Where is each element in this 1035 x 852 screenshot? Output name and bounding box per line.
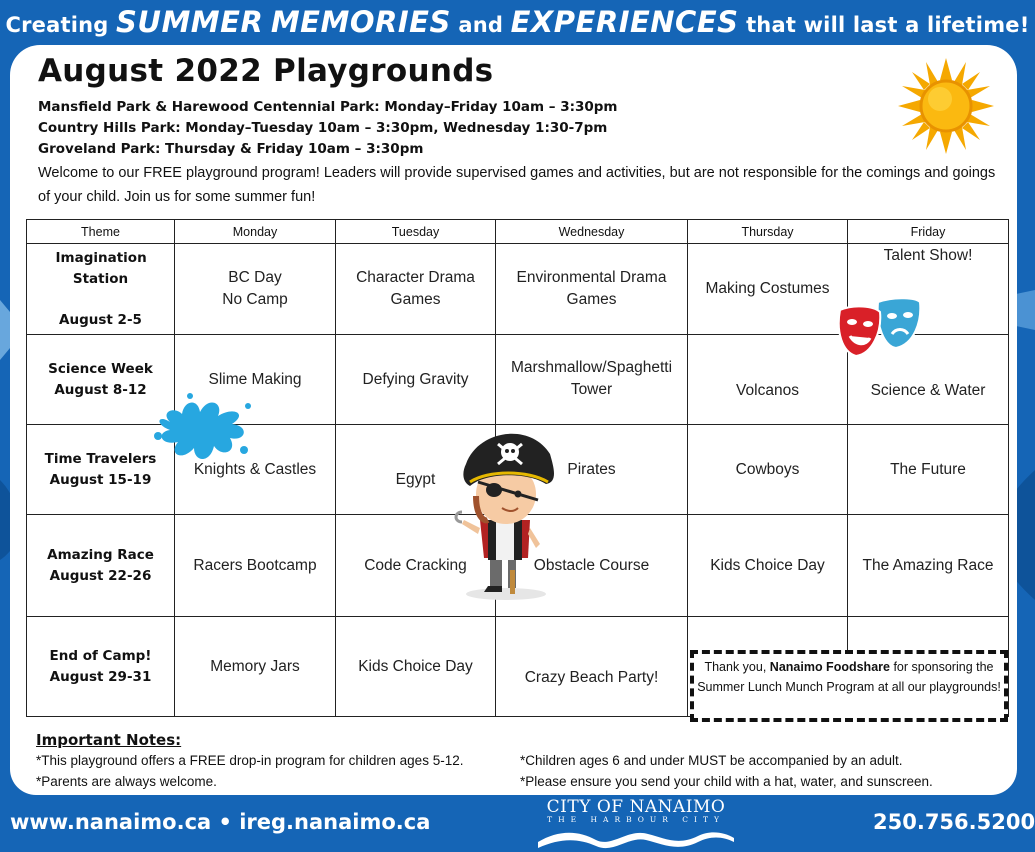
activity: Talent Show! (883, 247, 973, 264)
header-wednesday: Wednesday (496, 220, 688, 244)
banner-memories: MEMORIES (270, 5, 451, 39)
footer-website[interactable]: www.nanaimo.ca • ireg.nanaimo.ca (10, 810, 431, 834)
wednesday-cell (496, 617, 688, 717)
hours-line-1: Mansfield Park & Harewood Centennial Park: Monday–Friday 10am – 3:30pm (38, 99, 618, 115)
activity: Kids Choice Day (710, 556, 825, 574)
drama-masks-icon (838, 296, 922, 358)
activity: Cowboys (735, 460, 800, 478)
theme-cell (27, 515, 175, 617)
activity: Slime Making (208, 370, 302, 388)
activity: Racers Bootcamp (193, 556, 317, 574)
theme-name: Time Travelers (44, 450, 157, 467)
activity: Volcanos (736, 381, 799, 399)
wednesday-cell (496, 244, 688, 335)
activity-note: No Camp (222, 291, 288, 308)
sponsor-thanks-box (690, 650, 1008, 722)
thursday-cell (688, 425, 848, 515)
page-title: August 2022 Playgrounds (38, 53, 494, 89)
banner-text-1: Creating (5, 13, 109, 37)
activity: The Future (890, 460, 966, 478)
activity: Memory Jars (210, 657, 300, 675)
theme-name: Imagination Station (55, 249, 147, 287)
note-sunscreen: *Please ensure you send your child with a hat, water, and sunscreen. (520, 774, 933, 789)
theme-dates: August 2-5 (59, 311, 142, 328)
activity: Obstacle Course (533, 556, 650, 574)
note-drop-in: *This playground offers a FREE drop-in program for children ages 5-12. (36, 753, 464, 768)
tuesday-cell (336, 244, 496, 335)
sun-icon (896, 56, 996, 156)
activity: The Amazing Race (862, 556, 994, 574)
welcome-text: Welcome to our FREE playground program! Leaders will provide supervised games and activities, but are not responsible for the comings and goings of your child. Join us for some summer fun! (38, 165, 996, 205)
footer-phone[interactable]: 250.756.5200 (873, 810, 1035, 834)
thursday-cell (688, 515, 848, 617)
header-theme: Theme (27, 220, 175, 244)
friday-cell (848, 515, 1009, 617)
pirate-illustration (448, 424, 566, 602)
hours-line-2: Country Hills Park: Monday–Tuesday 10am – 3:30pm, Wednesday 1:30-7pm (38, 120, 608, 136)
theme-cell (27, 617, 175, 717)
activity: Pirates (567, 460, 616, 478)
top-banner (0, 0, 1035, 44)
thursday-cell (688, 335, 848, 425)
activity: Making Costumes (705, 280, 830, 297)
city-name: CITY OF NANAIMO (546, 797, 726, 817)
theme-name: Science Week (48, 360, 153, 377)
theme-name: Amazing Race (47, 546, 154, 563)
banner-experiences: EXPERIENCES (510, 5, 739, 39)
header-tuesday: Tuesday (336, 220, 496, 244)
wednesday-cell (496, 335, 688, 425)
activity: Character Drama Games (356, 269, 475, 308)
activity: Egypt (395, 470, 436, 488)
note-accompanied: *Children ages 6 and under MUST be accompanied by an adult. (520, 753, 903, 768)
theme-dates: August 8-12 (54, 381, 147, 398)
table-header-row (27, 220, 1009, 244)
header-thursday: Thursday (688, 220, 848, 244)
theme-dates: August 15-19 (49, 471, 152, 488)
theme-dates: August 29-31 (49, 668, 152, 685)
activity: Code Cracking (364, 556, 467, 574)
banner-text-2: and (458, 13, 504, 37)
banner-text-3: that will last a lifetime! (746, 13, 1030, 37)
notes-heading: Important Notes: (36, 731, 182, 749)
slime-splash-icon (150, 392, 256, 468)
activity: Kids Choice Day (358, 657, 473, 675)
activity: Crazy Beach Party! (524, 668, 659, 686)
theme-name: End of Camp! (49, 647, 152, 664)
activity: BC Day (228, 269, 282, 286)
city-tagline: THE HARBOUR CITY (547, 815, 725, 824)
activity: Knights & Castles (193, 460, 317, 478)
activity: Environmental Drama Games (516, 269, 667, 308)
monday-cell (175, 244, 336, 335)
wave-logo-icon (538, 824, 734, 852)
header-friday: Friday (848, 220, 1009, 244)
tuesday-cell (336, 617, 496, 717)
sponsor-name: Nanaimo Foodshare (769, 660, 890, 674)
thursday-cell (688, 244, 848, 335)
theme-cell (27, 244, 175, 335)
hours-line-3: Groveland Park: Thursday & Friday 10am – 3:30pm (38, 141, 424, 157)
header-monday: Monday (175, 220, 336, 244)
park-hours (38, 97, 618, 160)
activity: Science & Water (870, 381, 986, 399)
activity: Marshmallow/Spaghetti Tower (510, 359, 673, 398)
banner-summer: SUMMER (116, 5, 264, 39)
theme-dates: August 22-26 (49, 567, 152, 584)
tuesday-cell (336, 335, 496, 425)
city-logo (538, 797, 734, 852)
note-parents: *Parents are always welcome. (36, 774, 217, 789)
thanks-post: for sponsoring the Summer Lunch Munch Program at all our playgrounds! (697, 660, 1001, 694)
monday-cell (175, 617, 336, 717)
thanks-pre: Thank you, (704, 660, 770, 674)
monday-cell (175, 515, 336, 617)
activity: Defying Gravity (362, 370, 469, 388)
friday-cell (848, 425, 1009, 515)
